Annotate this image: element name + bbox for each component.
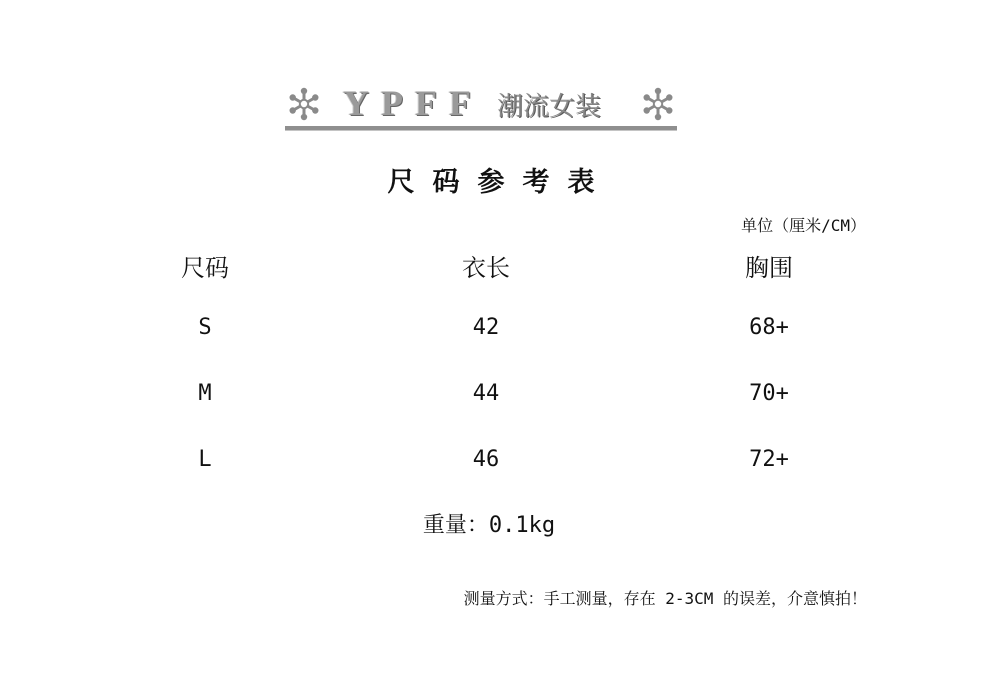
weight-note: 重量：0.1kg <box>422 513 556 538</box>
length-cell: 46 <box>472 447 500 472</box>
length-cell: 42 <box>472 315 500 340</box>
header-size: 尺码 <box>181 254 229 282</box>
header-bust: 胸围 <box>745 254 793 282</box>
brand-name: YPFF <box>343 83 483 123</box>
snowflake-icon <box>641 87 675 121</box>
measurement-note: 测量方式：手工测量，存在 2-3CM 的误差，介意慎拍！ <box>463 589 867 608</box>
header-length: 衣长 <box>462 254 510 282</box>
table-header-row <box>0 248 1000 296</box>
page-title: 尺码参考表 <box>387 167 613 198</box>
bust-cell: 70+ <box>749 381 789 406</box>
brand-row <box>285 80 677 126</box>
brand-underline <box>285 126 677 131</box>
size-cell: L <box>198 447 212 472</box>
size-table <box>0 248 1000 506</box>
bust-cell: 72+ <box>749 447 789 472</box>
brand-header <box>285 80 677 132</box>
brand-subtitle: 潮流女装 <box>497 92 602 122</box>
bust-cell: 68+ <box>749 315 789 340</box>
length-cell: 44 <box>472 381 500 406</box>
size-cell: M <box>198 381 212 406</box>
table-row <box>0 440 1000 506</box>
unit-note: 单位（厘米/CM） <box>741 216 866 235</box>
size-cell: S <box>198 315 212 340</box>
table-row <box>0 374 1000 440</box>
table-row <box>0 308 1000 374</box>
snowflake-icon <box>287 87 321 121</box>
